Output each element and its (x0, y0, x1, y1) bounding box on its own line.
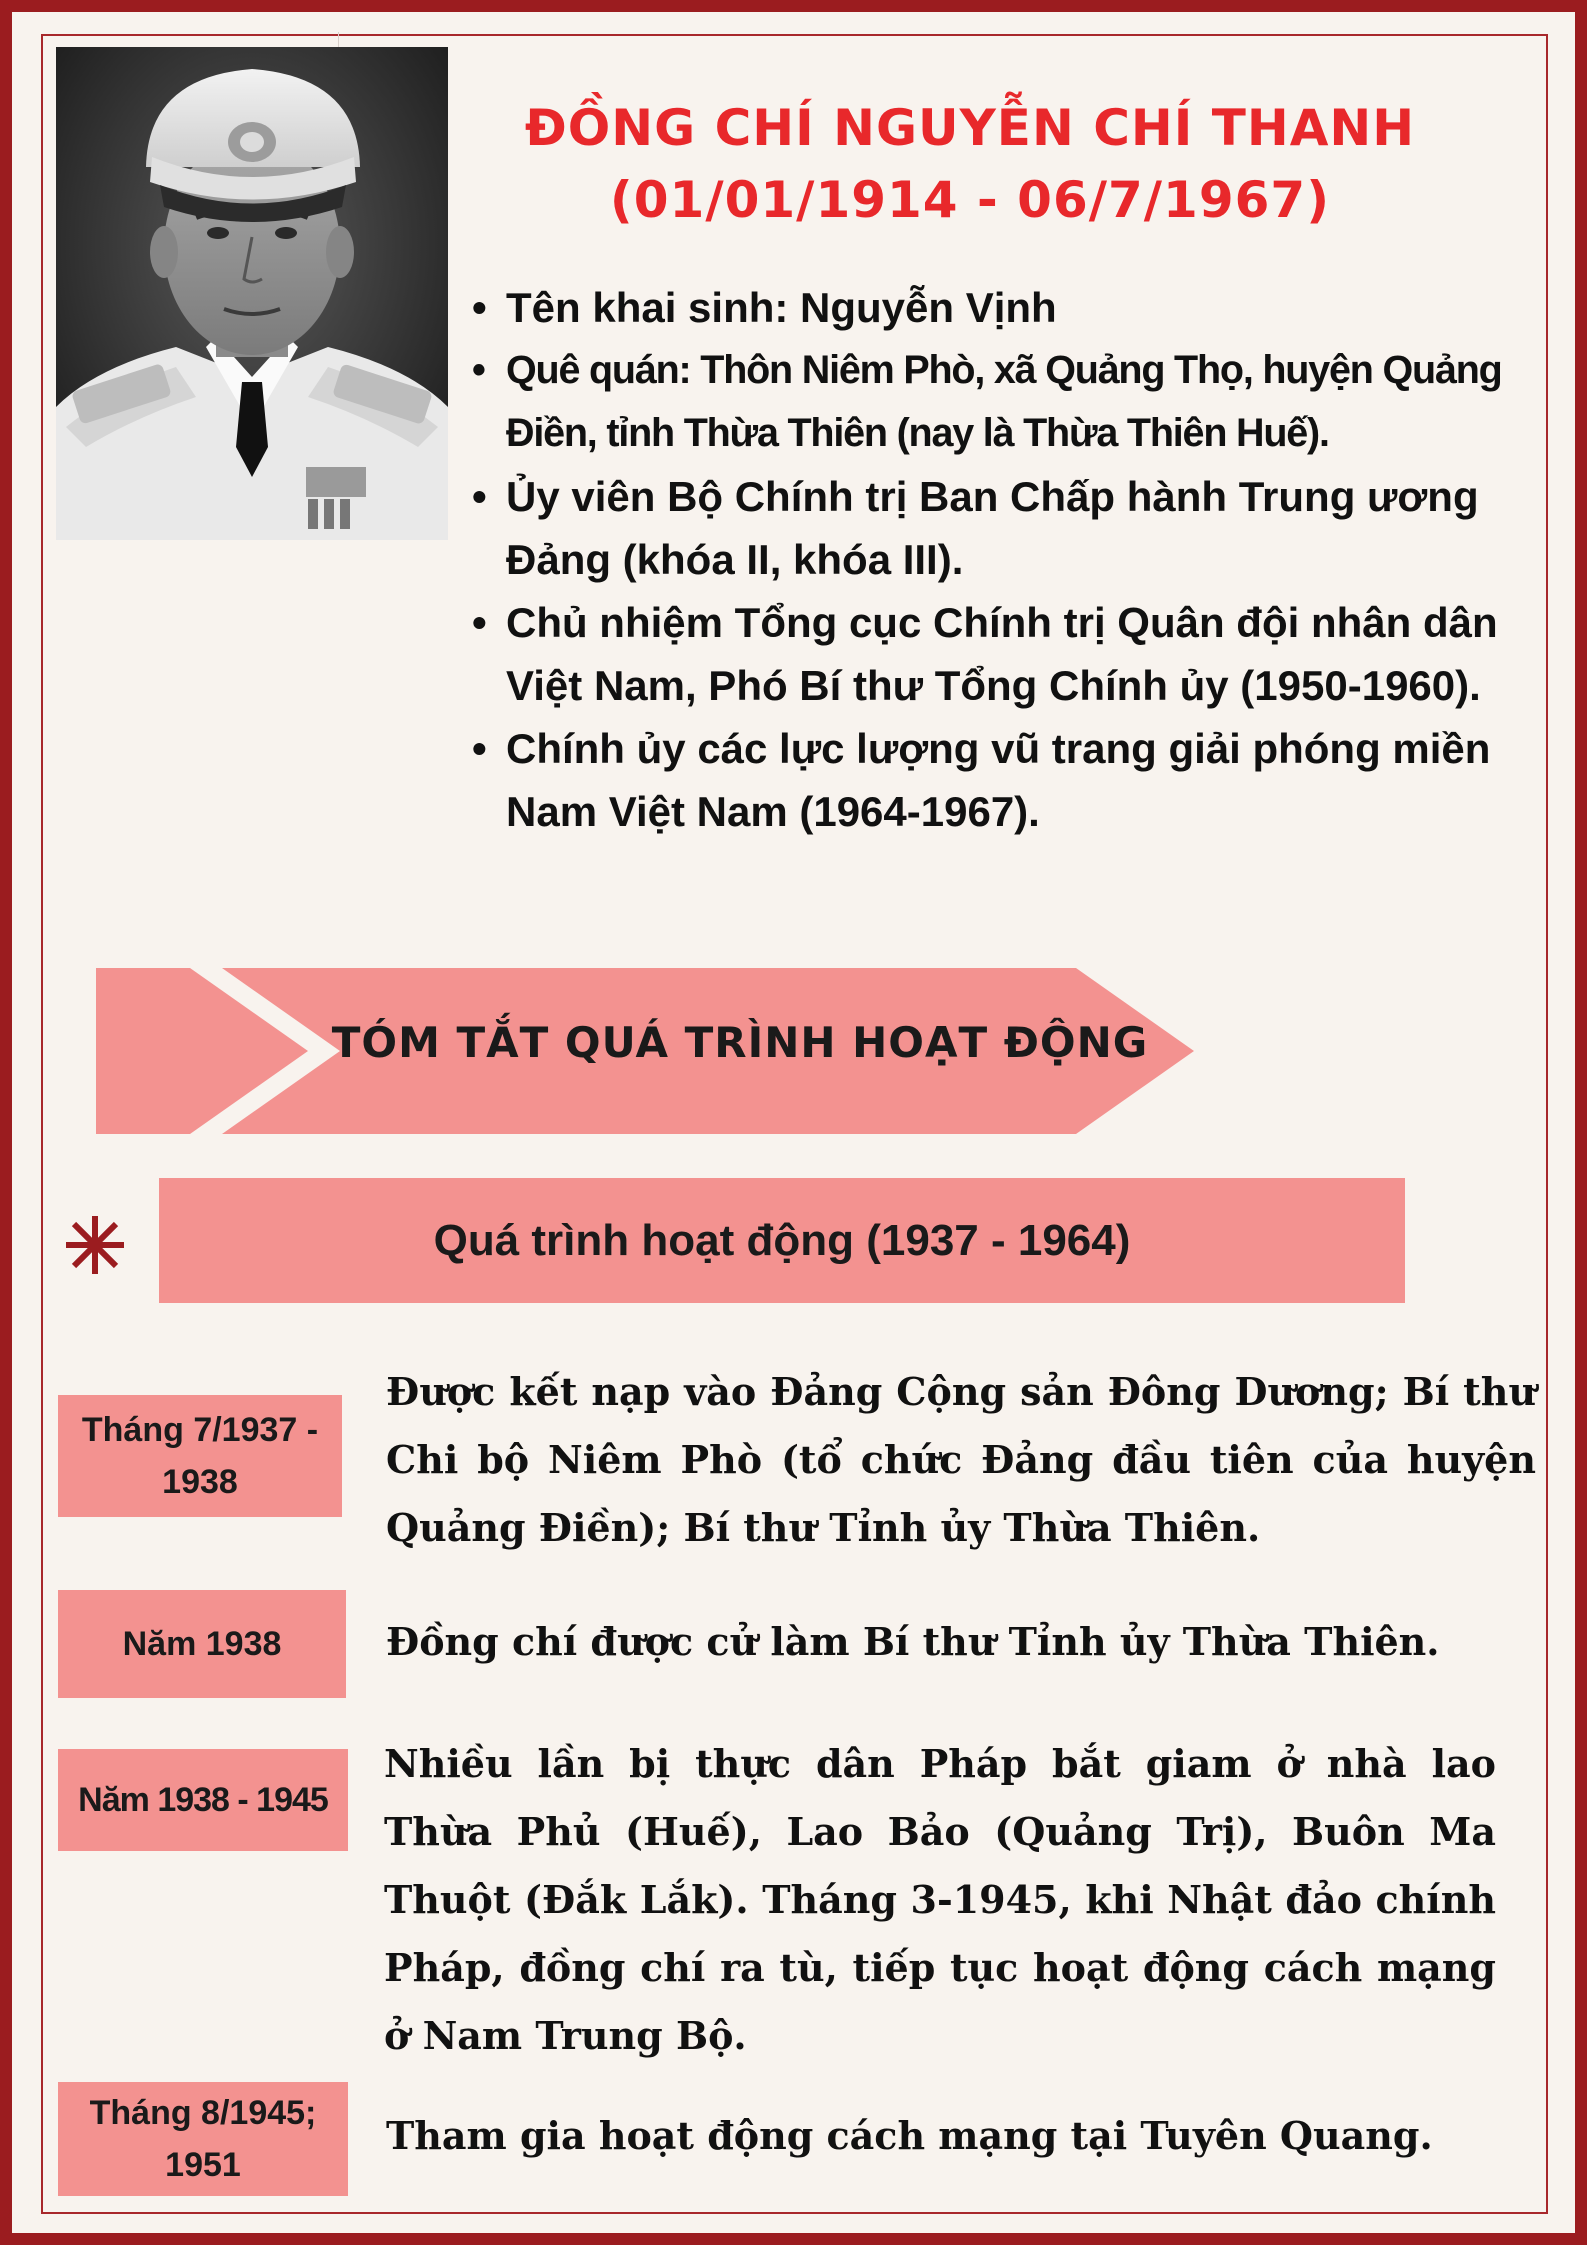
bio-item: • Quê quán: Thôn Niêm Phò, xã Quảng Thọ, huyện Quảng Điền, tỉnh Thừa Thiên (nay là Thừa Thiên Huế). (506, 339, 1546, 465)
page-title (470, 92, 1470, 236)
timeline-text: Được kết nạp vào Đảng Cộng sản Đông Dương; Bí thư Chi bộ Niêm Phò (tổ chức Đảng đầu tiên của huyện Quảng Điền); Bí thư Tỉnh ủy Thừa Thiên. (386, 1369, 1536, 1550)
bio-list (506, 276, 1546, 843)
timeline-text: Nhiều lần bị thực dân Pháp bắt giam ở nhà lao Thừa Phủ (Huế), Lao Bảo (Quảng Trị), Buôn Ma Thuột (Đắk Lắk). Tháng 3-1945, khi Nhật đảo chính Pháp, đồng chí ra tù, tiếp tục hoạt động cách mạng ở Nam Trung Bộ. (384, 1741, 1496, 2058)
bio-item: • Chính ủy các lực lượng vũ trang giải phóng miền Nam Việt Nam (1964-1967). (506, 717, 1546, 843)
timeline-period: Năm 1938 (58, 1590, 346, 1698)
timeline-text: Tham gia hoạt động cách mạng tại Tuyên Quang. (386, 2113, 1433, 2158)
bio-item: • Ủy viên Bộ Chính trị Ban Chấp hành Trung ương Đảng (khóa II, khóa III). (506, 465, 1546, 591)
timeline-period: Tháng 8/1945; 1951 (58, 2082, 348, 2196)
portrait-photo (56, 47, 448, 540)
bio-item: • Tên khai sinh: Nguyễn Vịnh (506, 276, 1546, 339)
title-dates: (01/01/1914 - 06/7/1967) (609, 171, 1331, 229)
timeline-text: Đồng chí được cử làm Bí thư Tỉnh ủy Thừa Thiên. (386, 1619, 1440, 1664)
section-header: Quá trình hoạt động (1937 - 1964) (159, 1178, 1405, 1303)
banner-label: TÓM TẮT QUÁ TRÌNH HOẠT ĐỘNG (331, 1018, 1149, 1067)
timeline-period: Năm 1938 - 1945 (58, 1749, 348, 1851)
title-name: ĐỒNG CHÍ NGUYỄN CHÍ THANH (524, 99, 1416, 157)
asterisk-icon (64, 1214, 126, 1276)
portrait-illustration (56, 47, 448, 540)
timeline-period: Tháng 7/1937 - 1938 (58, 1395, 342, 1517)
bio-item: • Chủ nhiệm Tổng cục Chính trị Quân đội nhân dân Việt Nam, Phó Bí thư Tổng Chính ủy (1950-1960). (506, 591, 1546, 717)
